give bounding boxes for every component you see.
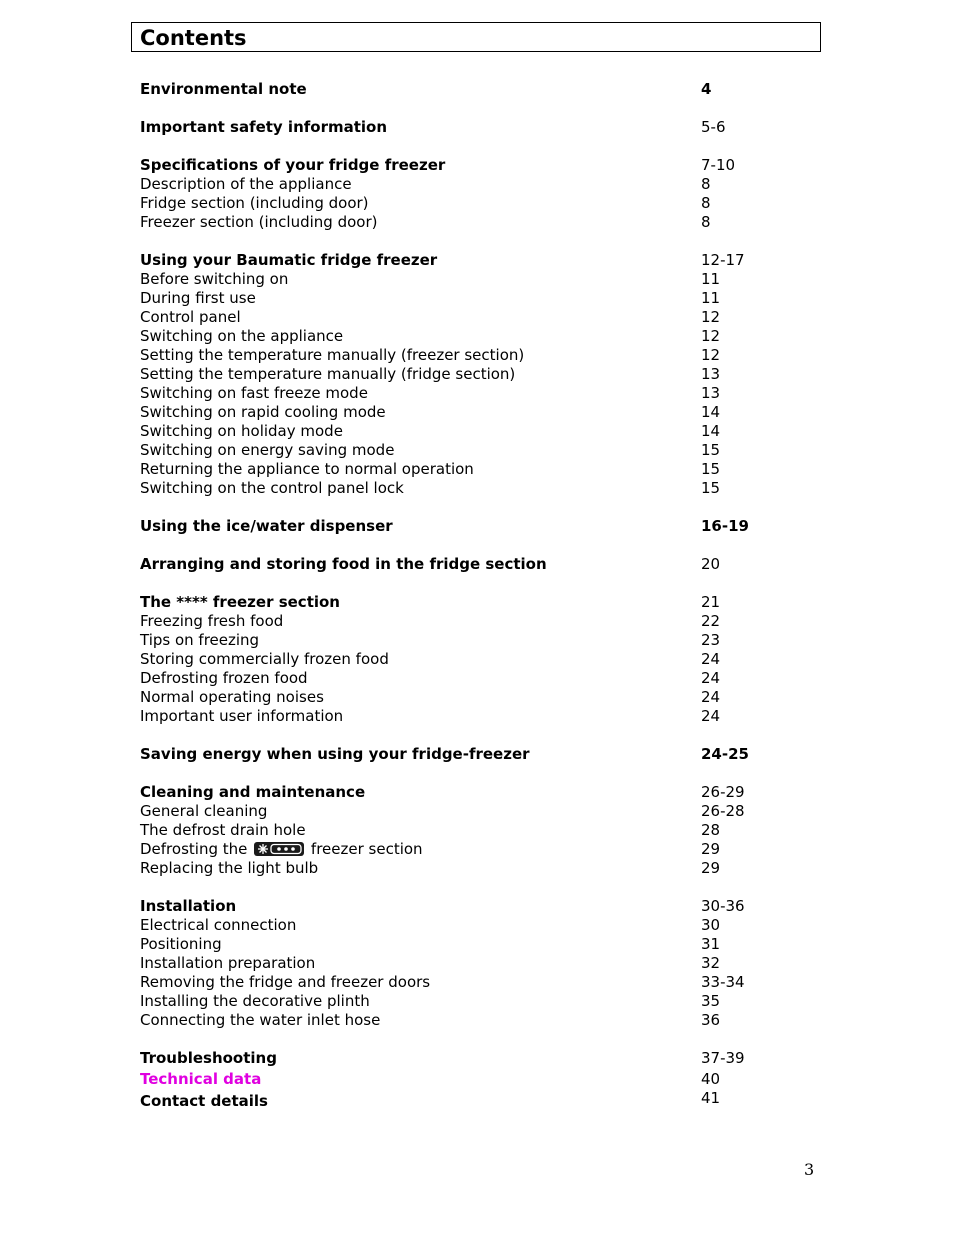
toc-entry-contact-details[interactable] <box>140 1090 800 1112</box>
toc-entry-label: Freezer section (including door) <box>140 213 378 231</box>
toc-subentry[interactable] <box>140 194 800 213</box>
toc-entry-label: Switching on holiday mode <box>140 422 343 440</box>
toc-subentry[interactable] <box>140 669 800 688</box>
toc-entry-page: 30 <box>701 916 721 934</box>
toc-entry-page: 37-39 <box>701 1049 745 1067</box>
toc-entry-label: Switching on fast freeze mode <box>140 384 368 402</box>
toc-entry-using-fridge-freezer[interactable] <box>140 251 800 270</box>
toc-entry-label: Positioning <box>140 935 222 953</box>
toc-entry-page: 8 <box>701 194 711 212</box>
toc-entry-page: 40 <box>701 1070 721 1088</box>
toc-entry-label: Troubleshooting <box>140 1049 277 1067</box>
toc-subentry[interactable] <box>140 365 800 384</box>
toc-entry-label: Important safety information <box>140 118 388 136</box>
toc-entry-troubleshooting[interactable] <box>140 1049 800 1068</box>
toc-entry-page: 12 <box>701 346 721 364</box>
toc-entry-label: Using your Baumatic fridge freezer <box>140 251 438 269</box>
toc-entry-environmental-note[interactable] <box>140 80 800 99</box>
toc-entry-label: Setting the temperature manually (freezer section) <box>140 346 525 364</box>
toc-subentry[interactable] <box>140 460 800 479</box>
toc-subentry[interactable] <box>140 954 800 973</box>
toc-entry-label: Cleaning and maintenance <box>140 783 366 801</box>
toc-subentry[interactable] <box>140 346 800 365</box>
page-title: Contents <box>140 26 247 50</box>
toc-entry-label: Before switching on <box>140 270 289 288</box>
toc-entry-page: 32 <box>701 954 721 972</box>
toc-entry-label: Saving energy when using your fridge-freezer <box>140 745 530 763</box>
toc-entry-page: 14 <box>701 403 721 421</box>
four-star-freezer-icon <box>254 842 304 856</box>
toc-subentry[interactable] <box>140 1011 800 1030</box>
toc-entry-label: Freezing fresh food <box>140 612 284 630</box>
toc-entry-page: 22 <box>701 612 721 630</box>
toc-entry-label: Returning the appliance to normal operation <box>140 460 474 478</box>
toc-subentry[interactable] <box>140 422 800 441</box>
toc-entry-label: Replacing the light bulb <box>140 859 319 877</box>
toc-entry-label: During first use <box>140 289 256 307</box>
table-of-contents <box>140 80 800 1112</box>
toc-entry-label: Switching on the control panel lock <box>140 479 404 497</box>
toc-entry-label: Connecting the water inlet hose <box>140 1011 381 1029</box>
toc-entry-page: 12 <box>701 308 721 326</box>
toc-entry-page: 16-19 <box>701 517 749 535</box>
toc-entry-ice-water-dispenser[interactable] <box>140 517 800 536</box>
toc-entry-cleaning[interactable] <box>140 783 800 802</box>
toc-entry-page: 21 <box>701 593 721 611</box>
toc-entry-page: 13 <box>701 384 721 402</box>
toc-subentry[interactable] <box>140 650 800 669</box>
toc-entry-page: 11 <box>701 270 721 288</box>
toc-entry-label: Important user information <box>140 707 344 725</box>
toc-subentry[interactable] <box>140 707 800 726</box>
toc-entry-page: 15 <box>701 479 721 497</box>
toc-entry-page: 24-25 <box>701 745 749 763</box>
toc-entry-label: Arranging and storing food in the fridge section <box>140 555 547 573</box>
toc-entry-label: Installation preparation <box>140 954 316 972</box>
toc-entry-label: The defrost drain hole <box>140 821 306 839</box>
toc-entry-page: 14 <box>701 422 721 440</box>
toc-entry-page: 29 <box>701 859 721 877</box>
toc-entry-page: 28 <box>701 821 721 839</box>
toc-entry-label: Environmental note <box>140 80 307 98</box>
toc-entry-specifications[interactable] <box>140 156 800 175</box>
toc-entry-page: 15 <box>701 460 721 478</box>
toc-subentry[interactable] <box>140 935 800 954</box>
toc-entry-label: Specifications of your fridge freezer <box>140 156 446 174</box>
toc-entry-label: Switching on the appliance <box>140 327 344 345</box>
toc-entry-label: Normal operating noises <box>140 688 324 706</box>
toc-entry-label: Contact details <box>140 1092 268 1110</box>
toc-entry-installation[interactable] <box>140 897 800 916</box>
toc-entry-page: 33-34 <box>701 973 745 991</box>
toc-entry-safety[interactable] <box>140 118 800 137</box>
toc-subentry[interactable] <box>140 840 800 859</box>
toc-entry-label: Removing the fridge and freezer doors <box>140 973 431 991</box>
toc-subentry[interactable] <box>140 992 800 1011</box>
toc-subentry[interactable] <box>140 213 800 232</box>
toc-subentry[interactable] <box>140 384 800 403</box>
toc-subentry[interactable] <box>140 479 800 498</box>
toc-subentry[interactable] <box>140 327 800 346</box>
toc-entry-label: The **** freezer section <box>140 593 340 611</box>
toc-entry-label: Fridge section (including door) <box>140 194 369 212</box>
toc-entry-label: Using the ice/water dispenser <box>140 517 393 535</box>
toc-entry-label: Control panel <box>140 308 241 326</box>
toc-subentry[interactable] <box>140 441 800 460</box>
toc-entry-page: 29 <box>701 840 721 858</box>
toc-entry-page: 30-36 <box>701 897 745 915</box>
toc-entry-page: 24 <box>701 688 721 706</box>
toc-entry-page: 20 <box>701 555 721 573</box>
toc-subentry[interactable] <box>140 631 800 650</box>
toc-subentry[interactable] <box>140 916 800 935</box>
toc-subentry[interactable] <box>140 175 800 194</box>
toc-entry-label: General cleaning <box>140 802 268 820</box>
toc-entry-page: 35 <box>701 992 721 1010</box>
toc-entry-page: 26-29 <box>701 783 745 801</box>
toc-entry-label: Tips on freezing <box>140 631 260 649</box>
toc-entry-page: 36 <box>701 1011 721 1029</box>
toc-entry-page: 7-10 <box>701 156 736 174</box>
toc-entry-page: 4 <box>701 80 712 98</box>
toc-entry-page: 31 <box>701 935 721 953</box>
toc-entry-label: Switching on rapid cooling mode <box>140 403 386 421</box>
toc-entry-page: 12-17 <box>701 251 745 269</box>
toc-subentry[interactable] <box>140 308 800 327</box>
toc-entry-page: 24 <box>701 650 721 668</box>
contents-title-box <box>131 22 821 52</box>
toc-entry-page: 15 <box>701 441 721 459</box>
toc-entry-page: 24 <box>701 707 721 725</box>
toc-entry-label: Description of the appliance <box>140 175 352 193</box>
toc-entry-page: 12 <box>701 327 721 345</box>
toc-entry-page: 26-28 <box>701 802 745 820</box>
toc-entry-label: Electrical connection <box>140 916 297 934</box>
toc-subentry[interactable] <box>140 821 800 840</box>
toc-subentry[interactable] <box>140 403 800 422</box>
toc-entry-label-suffix: freezer section <box>310 840 423 858</box>
toc-subentry[interactable] <box>140 289 800 308</box>
toc-subentry[interactable] <box>140 859 800 878</box>
toc-entry-label: Switching on energy saving mode <box>140 441 395 459</box>
toc-entry-page: 11 <box>701 289 721 307</box>
page-number: 3 <box>804 1160 815 1179</box>
toc-entry-arranging-food[interactable] <box>140 555 800 574</box>
toc-entry-freezer-section[interactable] <box>140 593 800 612</box>
toc-subentry[interactable] <box>140 973 800 992</box>
toc-entry-label: Defrosting frozen food <box>140 669 308 687</box>
toc-subentry[interactable] <box>140 688 800 707</box>
toc-entry-label: Installing the decorative plinth <box>140 992 370 1010</box>
toc-entry-page: 24 <box>701 669 721 687</box>
toc-entry-page: 8 <box>701 175 711 193</box>
toc-entry-page: 23 <box>701 631 721 649</box>
toc-entry-label: Technical data <box>140 1070 262 1088</box>
toc-subentry[interactable] <box>140 802 800 821</box>
toc-entry-page: 41 <box>701 1089 721 1107</box>
toc-entry-page: 13 <box>701 365 721 383</box>
toc-entry-page: 5-6 <box>701 118 726 136</box>
toc-subentry[interactable] <box>140 270 800 289</box>
toc-entry-label: Storing commercially frozen food <box>140 650 389 668</box>
toc-entry-saving-energy[interactable] <box>140 745 800 764</box>
toc-subentry[interactable] <box>140 612 800 631</box>
toc-entry-label: Defrosting the <box>140 840 248 858</box>
toc-entry-label: Setting the temperature manually (fridge section) <box>140 365 516 383</box>
toc-entry-label: Installation <box>140 897 237 915</box>
toc-entry-page: 8 <box>701 213 711 231</box>
